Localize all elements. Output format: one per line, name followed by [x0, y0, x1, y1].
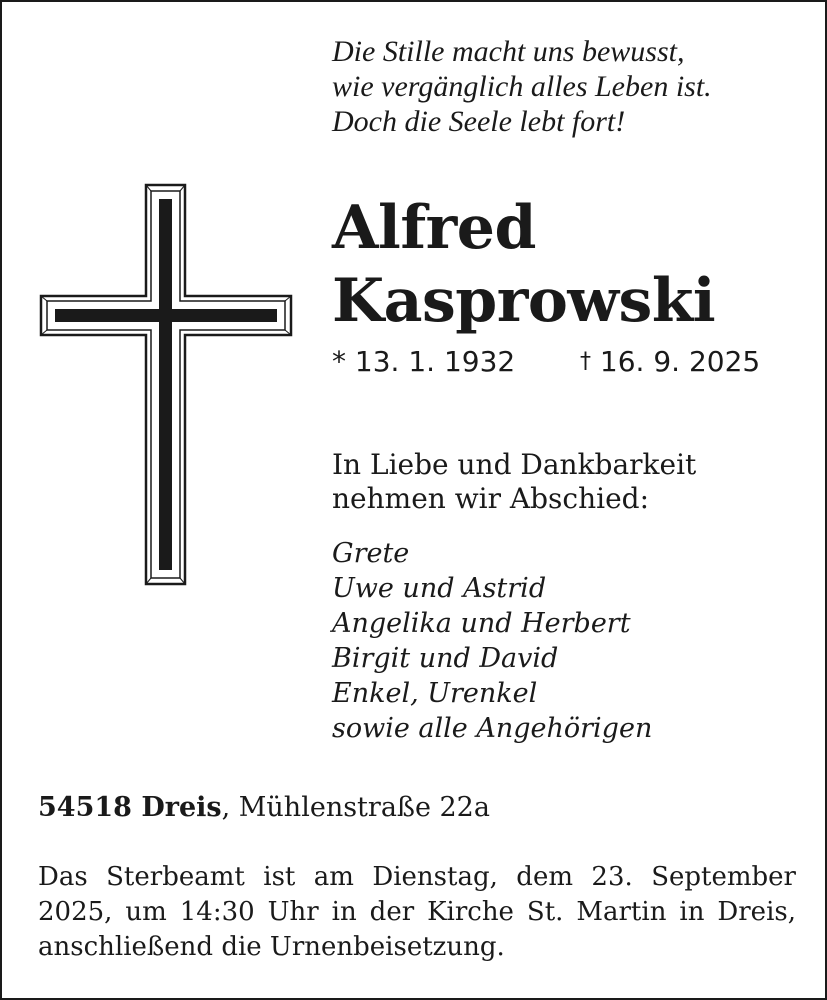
address-street: , Mühlenstraße 22a [221, 792, 490, 823]
mourner-entry: Angelika und Herbert [332, 608, 631, 639]
deceased-name [332, 192, 812, 338]
mourner-entry: sowie alle Angehörigen [332, 713, 653, 744]
mourner-entry: Enkel, Urenkel [332, 678, 538, 709]
first-name: Alfred [332, 193, 536, 263]
family-address [38, 790, 798, 826]
mourner-entry: Birgit und David [332, 643, 559, 674]
life-dates [332, 344, 812, 384]
address-city: 54518 Dreis [38, 792, 222, 823]
birth-date: * 13. 1. 1932 [332, 345, 516, 378]
notice-line: Das Sterbeamt ist am Dienstag, dem 23. September [38, 862, 796, 892]
mourner-entry: Grete [332, 538, 410, 569]
farewell-intro [332, 448, 812, 516]
intro-line: In Liebe und Dankbarkeit [332, 448, 697, 481]
quote-line: Die Stille macht uns bewusst, [332, 35, 685, 68]
intro-line: nehmen wir Abschied: [332, 482, 650, 515]
death-date: 16. 9. 2025 [599, 345, 761, 378]
notice-line: anschließend die Urnenbeisetzung. [38, 932, 505, 962]
last-name: Kasprowski [332, 266, 716, 336]
dagger-icon: † [580, 349, 591, 374]
mourners-list [332, 536, 812, 746]
death-date-group [580, 344, 760, 380]
service-notice [38, 860, 796, 965]
notice-line: 2025, um 14:30 Uhr in der Kirche St. Martin in Dreis, [38, 897, 796, 927]
memorial-quote [332, 34, 812, 139]
mourner-entry: Uwe und Astrid [332, 573, 547, 604]
quote-line: wie vergänglich alles Leben ist. [332, 70, 712, 103]
quote-line: Doch die Seele lebt fort! [332, 105, 626, 138]
cross-icon [38, 182, 293, 587]
